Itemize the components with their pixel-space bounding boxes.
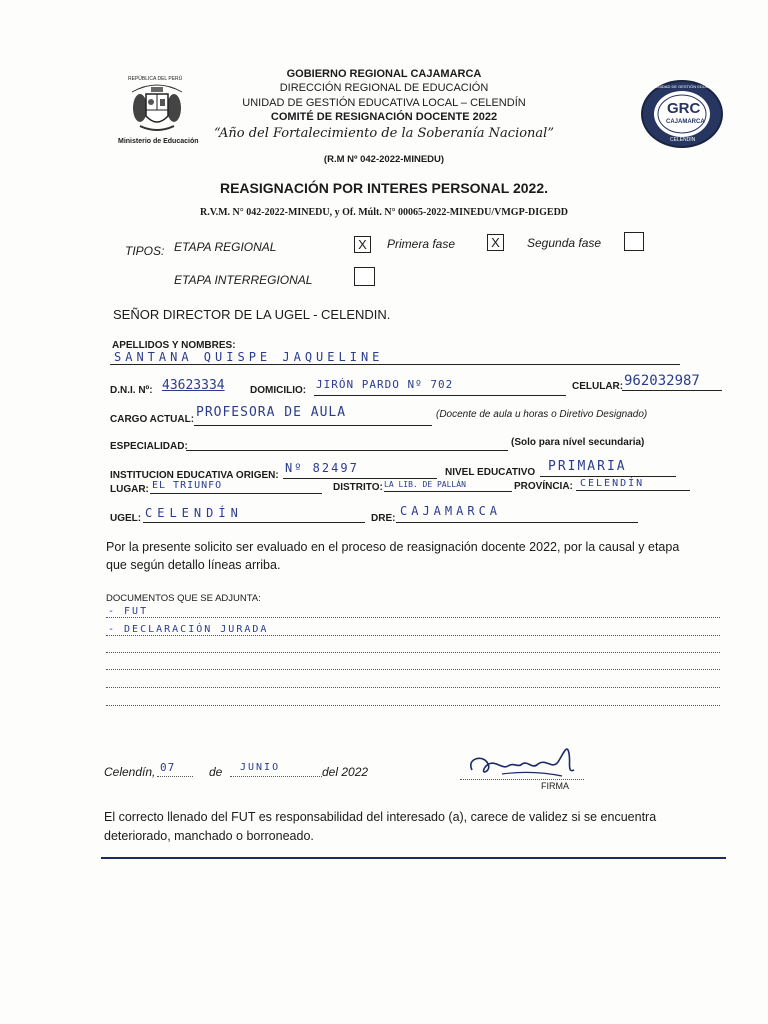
dni-label: D.N.I. Nº:: [110, 385, 153, 396]
dre-underline: [396, 522, 638, 523]
domicilio-value[interactable]: JIRÓN PARDO Nº 702: [316, 378, 454, 391]
nivel-value[interactable]: PRIMARIA: [548, 459, 627, 474]
distrito-label: DISTRITO:: [333, 482, 383, 493]
checkbox-mark: X: [491, 235, 500, 250]
segunda-fase-label: Segunda fase: [527, 236, 602, 250]
apellidos-label: APELLIDOS Y NOMBRES:: [112, 340, 236, 351]
ministry-caption: Ministerio de Educación: [118, 138, 199, 145]
document-line: [106, 635, 720, 636]
request-paragraph: Por la presente solicito ser evaluado en el proceso de reasignación docente 2022, por la causal y etapa que según detallo líneas arriba.: [106, 540, 680, 572]
primera-fase-checkbox[interactable]: [487, 234, 504, 251]
date-day[interactable]: 07: [160, 761, 176, 774]
committee-header: COMITÉ DE RESIGNACIÓN DOCENTE 2022: [270, 111, 498, 123]
document-line[interactable]: [106, 652, 720, 653]
date-city: Celendín,: [104, 765, 156, 779]
seal-sub-text: CAJAMARCA: [666, 119, 705, 125]
ugel-underline: [143, 522, 365, 523]
institucion-underline: [283, 478, 437, 479]
domicilio-label: DOMICILIO:: [250, 385, 307, 396]
distrito-underline: [384, 491, 512, 492]
segunda-fase-checkbox[interactable]: [624, 232, 644, 251]
celular-underline: [622, 390, 722, 391]
ministry-top-text: REPÚBLICA DEL PERÚ: [128, 76, 183, 82]
date-day-line: [157, 776, 193, 777]
tipos-label: TIPOS:: [125, 244, 165, 258]
document-line: [106, 617, 720, 618]
especialidad-underline[interactable]: [186, 450, 508, 451]
checkbox-mark: X: [358, 237, 367, 252]
lugar-label: LUGAR:: [110, 484, 149, 495]
rm-header: (R.M Nº 042-2022-MINEDU): [323, 154, 445, 165]
cargo-value[interactable]: PROFESORA DE AULA: [196, 405, 347, 420]
etapa-interregional-checkbox[interactable]: [354, 267, 375, 286]
seal-ring-text: UNIDAD DE GESTIÓN EDUCATIVA LOCAL: [655, 84, 734, 89]
provincia-value[interactable]: CELENDÍN: [580, 478, 645, 489]
motto: “Año del Fortalecimiento de la Soberanía Nacional”: [214, 126, 554, 141]
lugar-underline: [150, 493, 322, 494]
etapa-regional-checkbox[interactable]: [354, 236, 371, 253]
footer-rule: [101, 857, 726, 859]
date-month-line: [230, 776, 322, 777]
etapa-regional-label: ETAPA REGIONAL: [174, 240, 277, 254]
dre-header: DIRECCIÓN REGIONAL DE EDUCACIÓN: [279, 82, 489, 94]
date-year: del 2022: [322, 765, 369, 779]
institucion-label: INSTITUCION EDUCATIVA ORIGEN:: [110, 470, 279, 481]
document-line[interactable]: [106, 705, 720, 706]
apellidos-underline: [110, 364, 680, 365]
institucion-value[interactable]: Nº 82497: [285, 461, 359, 475]
ugel-value[interactable]: CELENDÍN: [145, 506, 243, 520]
especialidad-note: (Solo para nível secundaria): [511, 437, 645, 448]
primera-fase-label: Primera fase: [387, 237, 456, 251]
cargo-label: CARGO ACTUAL:: [110, 414, 195, 425]
apellidos-value[interactable]: SANTANA QUISPE JAQUELINE: [114, 350, 384, 364]
date-month[interactable]: JUNIO: [240, 762, 281, 773]
domicilio-underline: [314, 395, 566, 396]
ugel-header: UNIDAD DE GESTIÓN EDUCATIVA LOCAL – CELENDÍN: [242, 97, 526, 109]
footer-note: El correcto llenado del FUT es responsabilidad del interesado (a), carece de validez si se encuentra deteriorado, manchado o borroneado.: [104, 810, 657, 843]
dre-label: DRE:: [371, 513, 396, 524]
especialidad-label: ESPECIALIDAD:: [110, 441, 188, 452]
provincia-underline: [576, 490, 690, 491]
cargo-underline: [194, 425, 432, 426]
document-line[interactable]: [106, 687, 720, 688]
lugar-value[interactable]: EL TRIUNFO: [152, 480, 223, 491]
nivel-underline: [540, 476, 676, 477]
dre-value[interactable]: CAJAMARCA: [400, 504, 502, 518]
rvm-line: R.V.M. N° 042-2022-MINEDU, y Of. Múlt. N° 00065-2022-MINEDU/VMGP-DIGEDD: [199, 207, 569, 218]
provincia-label: PROVÍNCIA:: [514, 481, 573, 492]
dni-value[interactable]: 43623334: [162, 378, 225, 393]
form-title: REASIGNACIÓN POR INTERES PERSONAL 2022.: [219, 180, 549, 196]
document-line[interactable]: [106, 669, 720, 670]
gov-header: GOBIERNO REGIONAL CAJAMARCA: [286, 68, 482, 80]
celular-label: CELULAR:: [572, 381, 624, 392]
seal-bottom-text: CELENDÍN: [670, 137, 696, 143]
document-item[interactable]: - FUT: [108, 606, 149, 617]
celular-value[interactable]: 962032987: [624, 373, 700, 389]
nivel-label: NIVEL EDUCATIVO: [445, 467, 536, 478]
document-item[interactable]: - DECLARACIÓN JURADA: [108, 624, 269, 635]
signature-label: FIRMA: [541, 781, 569, 791]
ugel-label: UGEL:: [110, 513, 142, 524]
addressee: SEÑOR DIRECTOR DE LA UGEL - CELENDIN.: [113, 307, 391, 322]
cargo-note: (Docente de aula u horas o Diretivo Designado): [436, 409, 648, 420]
documents-label: DOCUMENTOS QUE SE ADJUNTA:: [106, 593, 261, 604]
distrito-value[interactable]: LA LIB. DE PALLÁN: [384, 480, 466, 489]
seal-center-text: GRC: [667, 100, 701, 117]
signature-line[interactable]: [460, 779, 584, 780]
etapa-interregional-label: ETAPA INTERREGIONAL: [174, 273, 313, 287]
date-de: de: [209, 765, 223, 779]
